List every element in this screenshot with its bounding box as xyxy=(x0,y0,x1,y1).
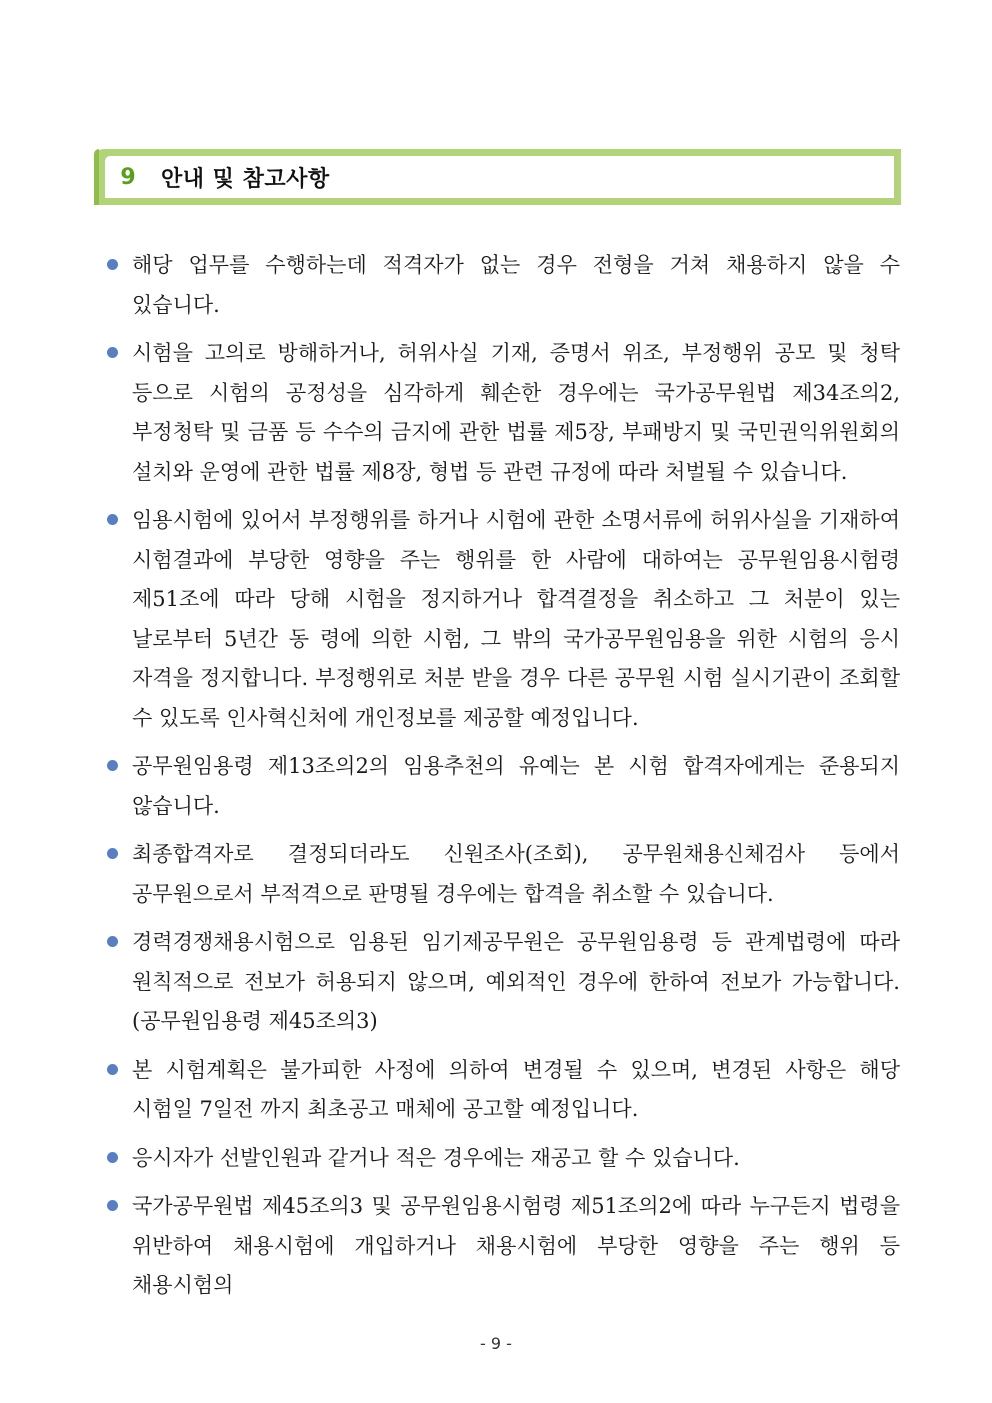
section-header-inner xyxy=(105,156,894,198)
note-item xyxy=(104,501,900,738)
note-text: 공무원임용령 제13조의2의 임용추천의 유예는 본 시험 합격자에게는 준용되지 않습니다. xyxy=(132,754,900,818)
notes-list xyxy=(104,246,900,1315)
note-item xyxy=(104,1187,900,1306)
section-header-accent xyxy=(94,149,99,205)
bullet-icon xyxy=(107,936,118,947)
note-text: 국가공무원법 제45조의3 및 공무원임용시험령 제51조의2에 따라 누구든지 법령을 위반하여 채용시험에 개입하거나 채용시험에 부당한 영향을 주는 행위 등 채용시험의 xyxy=(132,1194,900,1297)
note-item xyxy=(104,1139,900,1179)
note-item xyxy=(104,246,900,325)
note-item xyxy=(104,923,900,1042)
section-number: 9 xyxy=(120,164,136,190)
note-text: 최종합격자로 결정되더라도 신원조사(조회), 공무원채용신체검사 등에서 공무원으로서 부적격으로 판명될 경우에는 합격을 취소할 수 있습니다. xyxy=(132,842,900,906)
bullet-icon xyxy=(107,1200,118,1211)
note-item xyxy=(104,835,900,914)
bullet-icon xyxy=(107,347,118,358)
bullet-icon xyxy=(107,259,118,270)
note-text: 응시자가 선발인원과 같거나 적은 경우에는 재공고 할 수 있습니다. xyxy=(132,1145,740,1170)
note-item xyxy=(104,747,900,826)
note-text: 임용시험에 있어서 부정행위를 하거나 시험에 관한 소명서류에 허위사실을 기재하여 시험결과에 부당한 영향을 주는 행위를 한 사람에 대하여는 공무원임용시험령 제51조에 따라 당해 시험을 정지하거나 합격결정을 취소하고 그 처분이 있는 날로부터 5년간 동 령에 의한 시험, 그 밖의 국가공무원임용을 위한 시험의 응시 자격을 정지합니다. 부정행위로 처분 받을 경우 다른 공무원 시험 실시기관이 조회할 수 있도록 인사혁신처에 개인정보를 제공할 예정입니다. xyxy=(132,508,900,730)
bullet-icon xyxy=(107,760,118,771)
bullet-icon xyxy=(107,1064,118,1075)
bullet-icon xyxy=(107,1152,118,1163)
note-text: 본 시험계획은 불가피한 사정에 의하여 변경될 수 있으며, 변경된 사항은 해당 시험일 7일전 까지 최초공고 매체에 공고할 예정입니다. xyxy=(132,1057,900,1121)
page-number: - 9 - xyxy=(480,1334,512,1353)
bullet-icon xyxy=(107,514,118,525)
note-text: 해당 업무를 수행하는데 적격자가 없는 경우 전형을 거쳐 채용하지 않을 수 있습니다. xyxy=(132,253,900,317)
section-title: 안내 및 참고사항 xyxy=(161,166,330,192)
note-item xyxy=(104,1051,900,1130)
bullet-icon xyxy=(107,848,118,859)
section-header xyxy=(94,149,901,205)
note-text: 시험을 고의로 방해하거나, 허위사실 기재, 증명서 위조, 부정행위 공모 및 청탁 등으로 시험의 공정성을 심각하게 훼손한 경우에는 국가공무원법 제34조의2, 부정청탁 및 금품 등 수수의 금지에 관한 법률 제5장, 부패방지 및 국민권익위원회의 설치와 운영에 관한 법률 제8장, 형법 등 관련 규정에 따라 처벌될 수 있습니다. xyxy=(132,341,900,484)
note-item xyxy=(104,334,900,492)
note-text: 경력경쟁채용시험으로 임용된 임기제공무원은 공무원임용령 등 관계법령에 따라 원칙적으로 전보가 허용되지 않으며, 예외적인 경우에 한하여 전보가 가능합니다. (공무원임용령 제45조의3) xyxy=(132,930,900,1033)
